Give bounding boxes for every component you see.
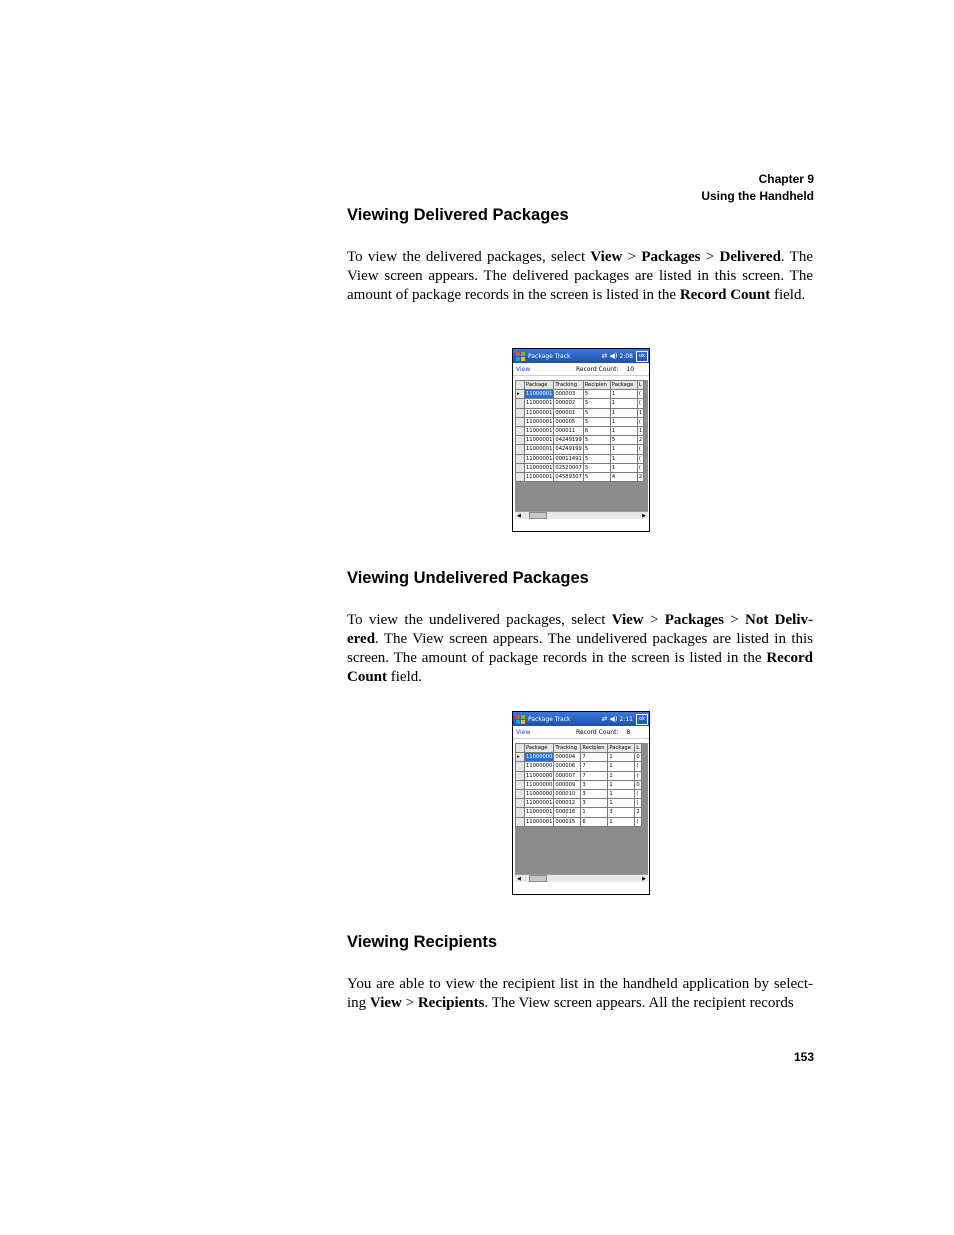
- column-header[interactable]: Package: [608, 744, 635, 753]
- view-menu[interactable]: View: [516, 365, 531, 373]
- horizontal-scrollbar[interactable]: [515, 511, 648, 519]
- table-cell: 5: [583, 454, 610, 463]
- table-cell: 0: [636, 754, 640, 761]
- menu-row: [513, 726, 649, 739]
- table-cell: 000016: [554, 808, 581, 817]
- table-cell: 11000001: [526, 400, 553, 407]
- table-cell: 000001: [554, 408, 583, 417]
- table-row[interactable]: [516, 771, 642, 780]
- table-cell: 1: [638, 409, 643, 416]
- table-cell: 000006: [554, 762, 581, 771]
- table-cell: [516, 445, 525, 454]
- record-count-value: 8: [626, 728, 631, 736]
- table-row[interactable]: [516, 417, 644, 426]
- table-cell: 1: [638, 428, 643, 435]
- column-header[interactable]: Package: [525, 744, 554, 753]
- table-cell: (: [635, 771, 641, 780]
- table-cell: [516, 771, 525, 780]
- table-cell: [516, 780, 525, 789]
- table-row[interactable]: [516, 445, 644, 454]
- table-cell: 11000000: [526, 763, 553, 770]
- table-cell: [516, 463, 525, 472]
- column-header[interactable]: Package: [525, 381, 554, 390]
- table-cell: 11000001: [526, 428, 553, 435]
- table-cell: 5: [583, 390, 610, 399]
- table-cell: 1: [610, 390, 637, 399]
- heading-recipients: Viewing Recipients: [347, 933, 498, 951]
- table-cell: 7: [581, 753, 608, 762]
- app-title: Package Track: [528, 715, 571, 723]
- table-cell: (: [637, 399, 643, 408]
- table-cell: [516, 799, 525, 808]
- scroll-left-icon[interactable]: ◀: [517, 875, 521, 882]
- table-cell: 5: [583, 445, 610, 454]
- table-cell: [516, 808, 525, 817]
- column-header[interactable]: L: [638, 382, 642, 389]
- grid-header-row: [516, 744, 642, 753]
- grid-header-row: [516, 381, 644, 390]
- table-cell: [516, 789, 525, 798]
- table-cell: 1: [610, 454, 637, 463]
- table-cell: 1: [608, 762, 635, 771]
- table-cell: 2: [638, 473, 643, 480]
- table-row[interactable]: [516, 808, 642, 817]
- table-cell: 3: [581, 780, 608, 789]
- app-title: Package Track: [528, 352, 571, 360]
- data-grid[interactable]: [515, 380, 648, 511]
- table-cell: 3: [581, 789, 608, 798]
- table-cell: 0: [636, 781, 640, 788]
- chapter-title: Using the Handheld: [701, 189, 814, 203]
- table-cell: 11000001: [526, 437, 553, 444]
- table-cell: 5: [583, 408, 610, 417]
- table-cell: 2: [636, 809, 640, 816]
- table-cell: (: [637, 417, 643, 426]
- table-cell: 11000000: [526, 772, 553, 779]
- table-cell: 000012: [554, 799, 581, 808]
- menu-row: [513, 363, 649, 376]
- table-cell: ▸: [516, 753, 525, 762]
- table-cell: 1: [610, 426, 637, 435]
- table-cell: 4: [610, 472, 637, 481]
- column-header[interactable]: Tracking: [554, 744, 581, 753]
- table-cell: 1: [610, 417, 637, 426]
- table-cell: 000002: [554, 399, 583, 408]
- table-cell: 1: [610, 399, 637, 408]
- title-bar: [513, 349, 649, 363]
- table-cell: (: [637, 390, 643, 399]
- table-row[interactable]: [516, 426, 644, 435]
- table-cell: 000005: [554, 417, 583, 426]
- data-grid[interactable]: [515, 743, 648, 874]
- table-cell: 6: [581, 817, 608, 826]
- table-cell: 11000001: [526, 800, 553, 807]
- table-row[interactable]: [516, 399, 644, 408]
- start-icon[interactable]: [516, 715, 525, 724]
- table-cell: 2: [638, 437, 643, 444]
- table-cell: 6: [583, 426, 610, 435]
- column-header[interactable]: Package: [610, 381, 637, 390]
- table-row[interactable]: [516, 762, 642, 771]
- handheld-screenshot-undelivered: [512, 711, 650, 895]
- table-cell: 5: [583, 472, 610, 481]
- table-cell: 11000000: [526, 791, 553, 798]
- paragraph-recipients: You are able to view the recipient list in the handheld application by select-ing View > Recipients. The View screen appears. All the recipient records: [347, 976, 813, 1011]
- table-cell: [516, 399, 525, 408]
- volume-icon[interactable]: ◀): [609, 715, 618, 723]
- scroll-right-icon[interactable]: ▶: [642, 875, 646, 882]
- table-row[interactable]: [516, 463, 644, 472]
- table-cell: 11000001: [526, 455, 553, 462]
- clock[interactable]: 2:11: [619, 715, 633, 723]
- table-cell: [516, 472, 525, 481]
- table-cell: 000015: [554, 817, 581, 826]
- title-bar: [513, 712, 649, 726]
- table-cell: 5: [583, 417, 610, 426]
- table-cell: 7: [581, 771, 608, 780]
- table-row[interactable]: [516, 789, 642, 798]
- table-cell: 11000000: [526, 754, 553, 761]
- table-cell: 1: [608, 753, 635, 762]
- running-header: [701, 171, 814, 205]
- table-cell: 000007: [554, 771, 581, 780]
- column-header[interactable]: [516, 381, 525, 390]
- table-row[interactable]: [516, 817, 642, 826]
- table-cell: (: [637, 445, 643, 454]
- heading-delivered: Viewing Delivered Packages: [347, 206, 569, 224]
- table-row[interactable]: [516, 408, 644, 417]
- table-cell: [516, 454, 525, 463]
- column-header[interactable]: [516, 744, 525, 753]
- sync-icon[interactable]: ⇄: [601, 715, 608, 723]
- table-cell: 00011491: [555, 455, 582, 462]
- table-cell: 3: [608, 808, 635, 817]
- table-cell: 04249199: [555, 446, 582, 453]
- table-cell: 000009: [554, 780, 581, 789]
- table-cell: 000011: [554, 426, 583, 435]
- table-cell: 11000001: [526, 464, 553, 471]
- record-count-label: Record Count:: [576, 365, 619, 373]
- table-cell: (: [635, 817, 641, 826]
- table-cell: 11000001: [526, 391, 553, 398]
- record-count-label: Record Count:: [576, 728, 619, 736]
- table-cell: 1: [608, 799, 635, 808]
- table-cell: 1: [608, 789, 635, 798]
- table-cell: ▸: [516, 390, 525, 399]
- table-row[interactable]: [516, 472, 644, 481]
- table-cell: 11000001: [526, 409, 553, 416]
- paragraph-undelivered: To view the undelivered packages, select View > Packages > Not Deliv-ered. The View screen appears. The undelivered packages are listed in this screen. The amount of package records in the screen is listed in the Record Count field.: [347, 612, 814, 685]
- horizontal-scrollbar[interactable]: [515, 874, 648, 882]
- table-cell: 1: [610, 463, 637, 472]
- view-menu[interactable]: View: [516, 728, 531, 736]
- column-header[interactable]: L: [636, 745, 640, 752]
- table-cell: 11000000: [526, 781, 553, 788]
- scroll-thumb[interactable]: [529, 512, 547, 519]
- table-cell: 000004: [554, 753, 581, 762]
- table-cell: 1: [608, 780, 635, 789]
- sync-icon[interactable]: ⇄: [601, 352, 608, 360]
- table-row[interactable]: [516, 436, 644, 445]
- scroll-left-icon[interactable]: ◀: [517, 512, 521, 519]
- table-cell: (: [637, 454, 643, 463]
- ok-button[interactable]: ok: [636, 351, 648, 362]
- paragraph-delivered: To view the delivered packages, select View > Packages > Delivered. The View screen appears. The delivered packages are listed in this screen. The amount of package records in the screen is listed in the Record Count field.: [347, 249, 813, 303]
- table-cell: 5: [583, 399, 610, 408]
- table-row[interactable]: [516, 753, 642, 762]
- table-cell: 11000001: [526, 418, 553, 425]
- table-row[interactable]: [516, 799, 642, 808]
- scroll-right-icon[interactable]: ▶: [642, 512, 646, 519]
- heading-undelivered: Viewing Undelivered Packages: [347, 569, 589, 587]
- table-cell: [516, 817, 525, 826]
- table-cell: 1: [608, 817, 635, 826]
- table-cell: 02520007: [555, 464, 582, 471]
- table-cell: 000003: [554, 390, 583, 399]
- table-row[interactable]: [516, 390, 644, 399]
- table-cell: 11000001: [526, 446, 553, 453]
- table-row[interactable]: [516, 454, 644, 463]
- table-cell: [516, 426, 525, 435]
- scroll-thumb[interactable]: [529, 875, 547, 882]
- table-cell: 5: [583, 436, 610, 445]
- table-cell: [516, 762, 525, 771]
- column-header[interactable]: Recipien: [583, 381, 610, 390]
- page-number: 153: [793, 1050, 814, 1064]
- volume-icon[interactable]: ◀): [609, 352, 618, 360]
- table-cell: 04589307: [555, 473, 582, 480]
- table-cell: 11000001: [526, 809, 553, 816]
- table-cell: 1: [608, 771, 635, 780]
- ok-button[interactable]: ok: [636, 714, 648, 725]
- table-cell: 1: [610, 408, 637, 417]
- table-cell: 5: [583, 463, 610, 472]
- table-row[interactable]: [516, 780, 642, 789]
- handheld-screenshot-delivered: [512, 348, 650, 532]
- table-cell: 5: [610, 436, 637, 445]
- table-cell: 11000001: [526, 473, 553, 480]
- table-cell: (: [635, 789, 641, 798]
- table-cell: 7: [581, 762, 608, 771]
- table-cell: 1: [581, 808, 608, 817]
- table-cell: (: [637, 463, 643, 472]
- table-cell: [516, 436, 525, 445]
- table-cell: 000010: [554, 789, 581, 798]
- chapter-label: Chapter 9: [758, 172, 814, 186]
- table-cell: 11000001: [526, 818, 553, 825]
- clock[interactable]: 2:08: [619, 352, 633, 360]
- record-count-value: 10: [626, 365, 635, 373]
- table-cell: 3: [581, 799, 608, 808]
- table-cell: [516, 417, 525, 426]
- table-cell: 1: [610, 445, 637, 454]
- table-cell: (: [635, 799, 641, 808]
- table-cell: [516, 408, 525, 417]
- table-cell: (: [635, 762, 641, 771]
- column-header[interactable]: Tracking: [554, 381, 583, 390]
- start-icon[interactable]: [516, 352, 525, 361]
- column-header[interactable]: Recipien: [581, 744, 608, 753]
- table-cell: 04249199: [555, 437, 582, 444]
